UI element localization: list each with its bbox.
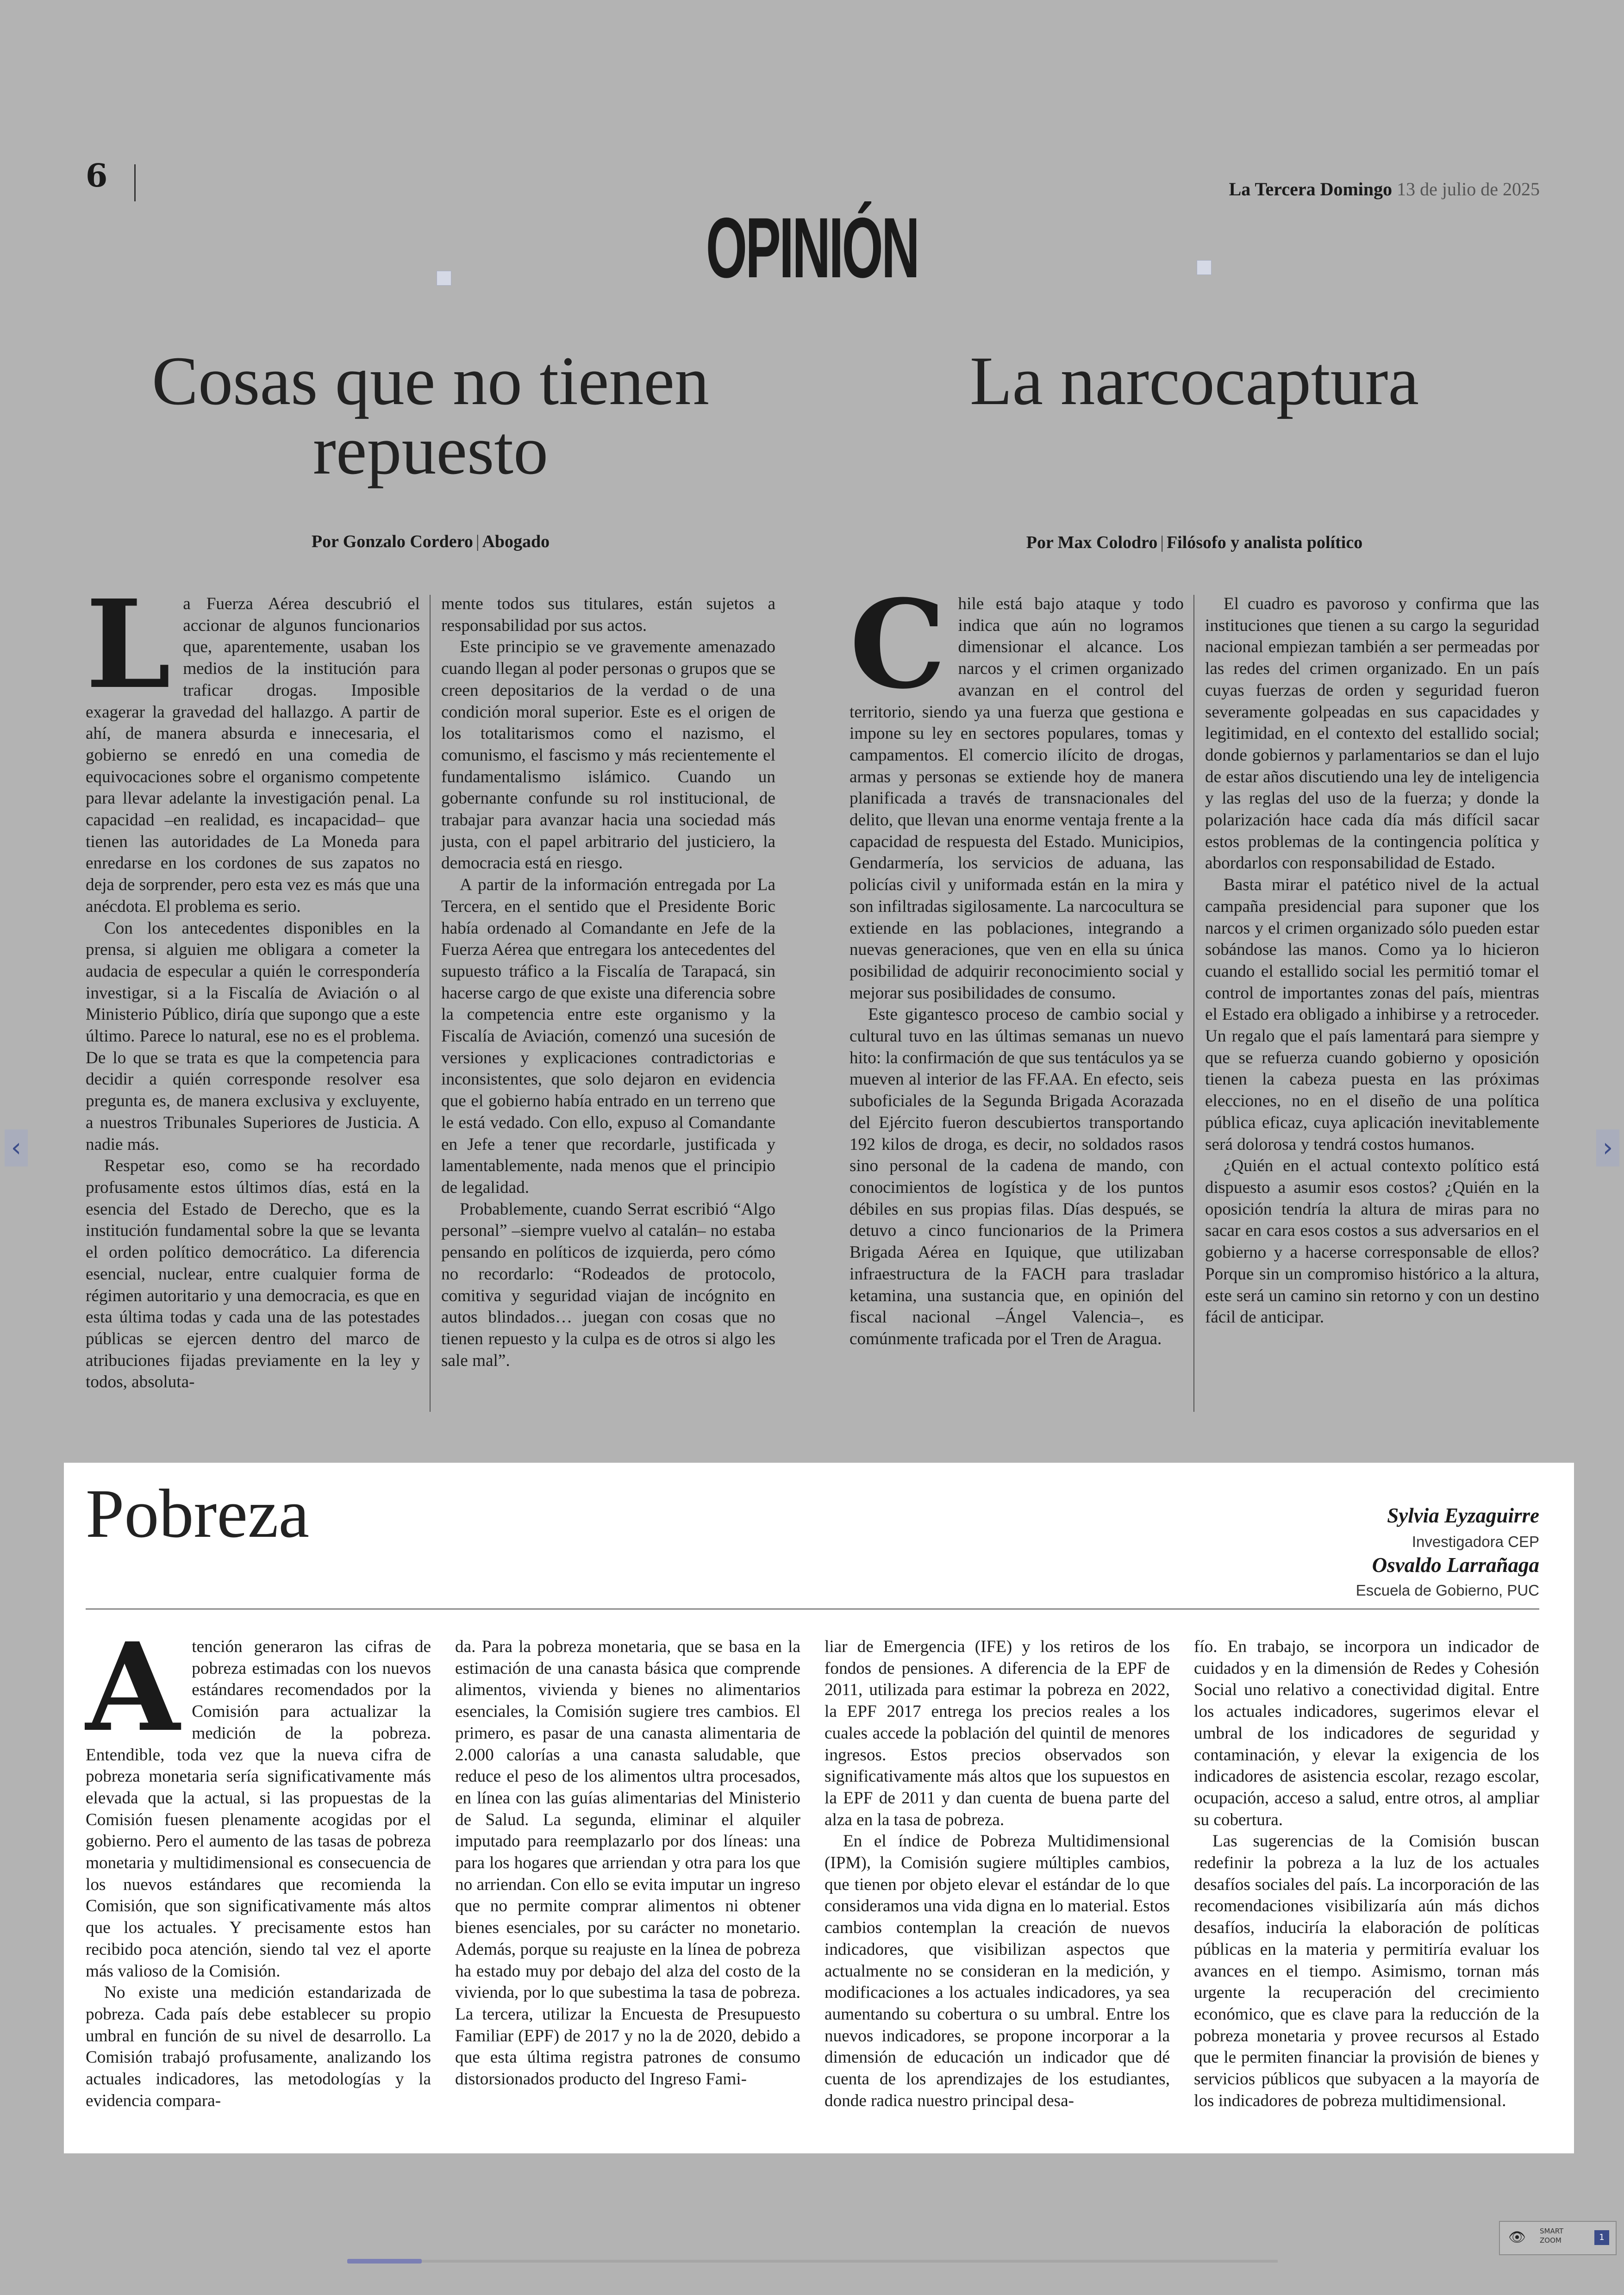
eye-icon: 👁 — [1508, 2229, 1526, 2245]
article-column — [86, 573, 420, 1393]
zoom-label-line: ZOOM — [1540, 2236, 1562, 2245]
paragraph: Este gigantesco proceso de cambio social y cultural tuvo en las últimas semanas un nuevo hito: la confirmación de que sus tentáculos ya se mueven al interior de las FF.AA. En efecto, seis suboficiales de la Segunda Brigada Acorazada del Ejército fueron descubiertos transportando 192 kilos de droga, es decir, no soldados rasos sino personal de la cadena de mando, con conocimientos de logística y de los puntos débiles en sus propias filas. Días después, se detuvo a cinco funcionarios de la Primera Brigada Aérea en Iquique, que utilizaban infraestructura de la FACH para trasladar ketamina, una sustancia que, en opinión del fiscal nacional –Ángel Valencia–, es comúnmente traficada por el Tren de Aragua. — [849, 1005, 1184, 1348]
article-headline: La narcocaptura — [969, 343, 1419, 419]
chevron-right-icon: › — [1602, 1133, 1613, 1163]
author-role: Escuela de Gobierno, PUC — [1355, 1582, 1539, 1599]
author-name: Osvaldo Larrañaga — [1372, 1553, 1539, 1577]
page-progress-fill[interactable] — [347, 2259, 422, 2264]
article-column — [441, 593, 775, 1372]
paragraph: A partir de la información entregada por La Tercera, en el sentido que el Presidente Boric había ordenado al Comandante en Jefe de la Fuerza Aérea que entregara los antecedentes del supuesto tráfico a la Fiscalía de Tarapacá, sin hacerse cargo de que existe una diferencia sobre la competencia entre este organismo y la Fiscalía de Aviación, comenzó una sucesión de versiones y explicaciones contradictorias e inconsistentes, que solo dejaron en evidencia que el gobierno había entrado en un terreno que le está vedado. Con ello, expuso al Comandante en Jefe a tener que recordarle, justificada y lamentablemente, nada menos que el principio de legalidad. — [441, 875, 775, 1197]
image-placeholder-icon — [437, 271, 451, 286]
paragraph: Probablemente, cuando Serrat escribió “Algo personal” –siempre vuelvo al catalán– no estaba pensando en políticos de izquierda, pero cómo no recordarlo: “Rodeados de protocolo, comitiva y seguridad viajan de incógnito en autos blindados… juegan con cosas que no tienen repuesto y la culpa es de otros si algo les sale mal”. — [441, 1199, 775, 1370]
paragraph: Con los antecedentes disponibles en la prensa, si alguien me obligara a cometer la audacia de especular a quién le correspondería investigar, si a la Fiscalía de Aviación o al Ministerio Público, diría que supongo que a este último. Parece lo natural, ese no es el problema. De lo que se trata es que la competencia para decidir a quién corresponde resolver esa pregunta es, de manera exclusiva y excluyente, a nuestros Tribunales Superiores de Justicia. A nadie más. — [86, 918, 420, 1154]
article-column — [1194, 1636, 1539, 2112]
paragraph: ¿Quién en el actual contexto político está dispuesto a asumir esos costos? ¿Quién en la oposición tendría la altura de miras para no sacar en cara esos costos a sus adversarios en el gobierno y a hacerse corresponsable de ellos? Porque sin un compromiso histórico a la altura, este será un camino sin retorno y con un destino fácil de anticipar. — [1205, 1156, 1539, 1327]
paragraph: En el índice de Pobreza Multidimensional (IPM), la Comisión sugiere múltiples cambios, que tienen por objeto elevar el estándar de lo que consideramos una vida digna en lo material. Estos cambios contemplan la creación de nuevos indicadores, que visibilizan aspectos que actualmente no se consideran en la medición, y modificaciones a los actuales indicadores, ya sea aumentando su cobertura o su umbral. Entre los nuevos indicadores, se propone incorporar a la dimensión de educación un indicador que dé cuenta de los aprendizajes de los estudiantes, donde radica nuestro principal desa- — [824, 1832, 1170, 2110]
paragraph: hile está bajo ataque y todo indica que aún no logramos dimensionar el alcance. Los narcos y el crimen organizado avanzan en el control del territorio, siendo ya una fuerza que gestiona e impone su ley en sectores populares, tomas y campamentos. El comercio ilícito de drogas, armas y personas se extiende hoy de manera planificada a través de transnacionales del delito, que llevan una enorme ventaja frente a la capacidad de respuesta del Estado. Municipios, Gendarmería, los servicios de aduana, las policías civil y uniformada están en la mira y son infiltradas sigilosamente. La narcocultura se extiende en las poblaciones, integrando a nuevas generaciones, que ven en ella su única posibilidad de adquirir reconocimiento social y mejorar sus posibilidades de consumo. — [849, 594, 1184, 1003]
drop-cap: A — [86, 1616, 180, 1759]
article-byline: Por Max Colodro | Filósofo y analista político — [1026, 533, 1363, 552]
page-number: 6 — [86, 157, 108, 194]
zoom-label-line: SMART — [1540, 2227, 1564, 2235]
paragraph: a Fuerza Aérea descubrió el accionar de algunos funcionarios que, aparentemente, usaban los medios de la institución para traficar drogas. Imposible exagerar la gravedad del hallazgo. A partir de ahí, de manera absurda e innecesaria, el gobierno se enredó en una comedia de equivocaciones sobre el organismo competente para llevar adelante la investigación penal. La capacidad –en realidad, es incapacidad– que tienen las autoridades de La Moneda para enredarse en los cordones de sus zapatos no deja de sorprender, pero esta vez es más que una anécdota. El problema es serio. — [86, 594, 420, 916]
byline-role: Filósofo y analista político — [1166, 533, 1363, 552]
paragraph: fío. En trabajo, se incorpora un indicador de cuidados y en la dimensión de Redes y Cohesión Social uno relativo a conectividad digital. Entre los actuales indicadores, sugerimos elevar el umbral de los indicadores de seguridad y contaminación, y elevar la exigencia de los indicadores de asistencia escolar, rezago escolar, ocupación, acceso a salud, entre otros, al ampliar su cobertura. — [1194, 1637, 1539, 1829]
article-headline — [86, 343, 775, 489]
paragraph: da. Para la pobreza monetaria, que se basa en la estimación de una canasta básica que comprende alimentos, vivienda y bienes no alimentarios esenciales, la Comisión sugiere tres cambios. El primero, es pasar de una canasta alimentaria de 2.000 calorías a una canasta saludable, que reduce el peso de los alimentos ultra procesados, en línea con las guías alimentarias del Ministerio de Salud. La segunda, eliminar el alquiler imputado para reemplazarlo por dos líneas: una para los hogares que arriendan y otra para los que no arriendan. Con ello se evita imputar un ingreso que no permite comprar alimentos ni obtener bienes esenciales, por su carácter no monetario. Además, porque su reajuste en la línea de pobreza ha estado muy por debajo del alza del costo de la vivienda, por lo que subestima la tasa de pobreza. La tercera, utilizar la Encuesta de Presupuesto Familiar (EPF) de 2017 y no la de 2020, debido a que esta última registra patrones de consumo distorsionados producto del Ingreso Fami- — [455, 1637, 800, 2089]
drop-cap: L — [86, 573, 171, 716]
column-rule — [430, 595, 431, 1412]
paragraph: Las sugerencias de la Comisión buscan redefinir la pobreza a la luz de los actuales desafíos sociales del país. La incorporación de las recomendaciones visibilizaría aún más dichos desafíos, induciría la elaboración de políticas públicas en la materia y permitiría evaluar los avances en el tiempo. Asimismo, tornan más urgente la recuperación del crecimiento económico, que es clave para la reducción de la pobreza monetaria y provee recursos al Estado que le permiten financiar la provisión de bienes y servicios públicos que subyacen a la mayoría de los indicadores de pobreza multidimensional. — [1194, 1832, 1539, 2110]
prev-page-button[interactable] — [5, 1129, 28, 1166]
paragraph: Este principio se ve gravemente amenazado cuando llegan al poder personas o grupos que se creen depositarios de la verdad o de una condición moral superior. Este es el origen de los totalitarismos como el nazismo, el comunismo, el fascismo y más recientemente el fundamentalismo islámico. Cuando un gobernante confunde su rol institucional, de trabajar para avanzar hacia una sociedad más justa, con el papel arbitrario del justiciero, la democracia está en riesgo. — [441, 637, 775, 873]
article-headline: Pobreza — [86, 1475, 310, 1552]
paper-dateline — [1229, 178, 1540, 200]
article-column — [86, 1616, 431, 2112]
article-column — [455, 1636, 800, 2090]
paragraph: liar de Emergencia (IFE) y los retiros de los fondos de pensiones. A diferencia de la EPF de 2011, utilizada para estimar la pobreza en 2022, la EPF 2017 entrega los precios reales a los cuales accede la población del quintil de menores ingresos. Estos precios observados son significativamente más altos que los supuestos en la EPF de 2011 y dan cuenta de buena parte del alza en la tasa de pobreza. — [824, 1637, 1170, 1829]
chevron-left-icon: ‹ — [11, 1133, 22, 1163]
paragraph: Basta mirar el patético nivel de la actual campaña presidencial para suponer que los narcos y el crimen organizado sólo pueden estar sobándose las manos. Como ya lo hicieron cuando el estallido social les permitió tomar el control de importantes zonas del país, mientras el Estado era obligado a inhibirse y a retroceder. Un regalo que el país lamentará para siempre y que se refuerza cuando gobierno y oposición tienen la cabeza puesta en las próximas elecciones, no en el diseño de una política pública eficaz, cuya aplicación inevitablemente será dolorosa y tendrá costos humanos. — [1205, 875, 1539, 1154]
page-progress-track[interactable] — [347, 2260, 1278, 2263]
column-rule — [1193, 595, 1194, 1412]
zoom-level-badge: 1 — [1594, 2230, 1609, 2245]
headline-line: Cosas que no tienen — [152, 343, 709, 419]
section-title: OPINIÓN — [706, 200, 918, 296]
smart-zoom-label — [1540, 2226, 1563, 2245]
byline-author: Por Max Colodro — [1026, 533, 1158, 552]
next-page-button[interactable] — [1596, 1129, 1619, 1166]
article-column — [1205, 593, 1539, 1328]
drop-cap: C — [849, 573, 946, 716]
article-column — [824, 1636, 1170, 2112]
image-placeholder-icon — [1197, 260, 1212, 275]
paragraph: mente todos sus titulares, están sujetos a responsabilidad por sus actos. — [441, 594, 775, 635]
byline-author: Por Gonzalo Cordero — [311, 532, 473, 551]
author-name: Sylvia Eyzaguirre — [1387, 1504, 1539, 1527]
headline-line: repuesto — [312, 412, 549, 489]
paragraph: No existe una medición estandarizada de pobreza. Cada país debe establecer su propio umbral en función de su nivel de desarrollo. La Comisión trabajó profusamente, analizando los actuales indicadores, las metodologías y la evidencia compara- — [86, 1983, 431, 2110]
article-byline: Por Gonzalo Cordero | Abogado — [311, 532, 550, 551]
paragraph: Respetar eso, como se ha recordado profusamente estos últimos días, está en la esencia del Estado de Derecho, que es la institución fundamental sobre la que se levanta el orden político democrático. La diferencia esencial, nuclear, entre cualquier forma de régimen autoritario y una democracia, es que en esta última todas y cada una de las potestades públicas se ejercen dentro del marco de atribuciones fijadas previamente en la ley y todos, absoluta- — [86, 1156, 420, 1392]
paper-name: La Tercera Domingo — [1229, 179, 1393, 200]
byline-role: Abogado — [482, 532, 550, 551]
paragraph: tención generaron las cifras de pobreza estimadas con los nuevos estándares recomendados por la Comisión para actualizar la medición de la pobreza. Entendible, toda vez que la nueva cifra de pobreza monetaria sería significativamente más elevada que la actual, si las propuestas de la Comisión fuesen plenamente acogidas por el gobierno. Pero el aumento de las tasas de pobreza monetaria y multidimensional es consecuencia de los nuevos estándares que recomienda la Comisión, que son significativamente más altos que los actuales. Y precisamente estos han recibido poca atención, siendo tal vez el aporte más valioso de la Comisión. — [86, 1637, 431, 1981]
page-number-divider — [134, 164, 136, 201]
article-column — [849, 573, 1184, 1350]
paragraph: El cuadro es pavoroso y confirma que las instituciones que tienen a su cargo la seguridad nacional empiezan también a ser permeadas por las redes del crimen organizado. En un país cuyas fuerzas de orden y seguridad fueron severamente golpeadas en sus capacidades y legitimidad, en el contexto del estallido social; donde gobiernos y parlamentarios se dan el lujo de estar años discutiendo una ley de inteligencia y las reglas del uso de la fuerza; y donde la polarización hace cada día más difícil sacar estos problemas de la contingencia política y abordarlos con responsabilidad de Estado. — [1205, 594, 1539, 873]
issue-date: 13 de julio de 2025 — [1397, 179, 1540, 200]
smart-zoom-button[interactable] — [1499, 2221, 1617, 2255]
author-role: Investigadora CEP — [1412, 1533, 1539, 1550]
